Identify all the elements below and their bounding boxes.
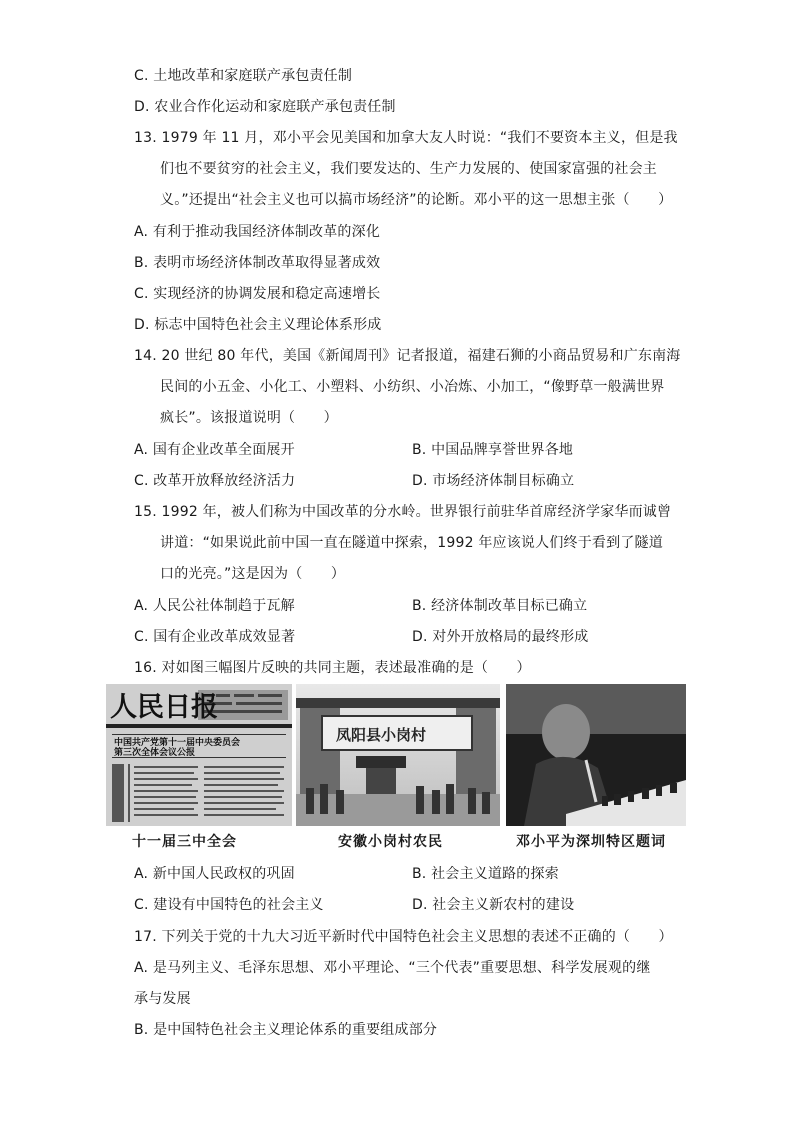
q14-stem-line2: 民间的小五金、小化工、小塑料、小纺织、小冶炼、小加工，“像野草一般满世界 <box>160 379 665 395</box>
q15-option-d: D. 对外开放格局的最终形成 <box>412 629 589 645</box>
q15-option-c: C. 国有企业改革成效显著 <box>134 629 296 645</box>
calligraphy-image <box>506 684 686 826</box>
q17-option-b: B. 是中国特色社会主义理论体系的重要组成部分 <box>134 1022 438 1038</box>
q16-option-b: B. 社会主义道路的探索 <box>412 866 559 882</box>
newspaper-headline-2: 第三次全体会议公报 <box>114 748 196 758</box>
newspaper-image <box>106 684 292 826</box>
q13-stem-line2: 们也不要贫穷的社会主义，我们要发达的、生产力发展的、使国家富强的社会主 <box>160 161 657 177</box>
q14-stem-line3: 疯长”。该报道说明（ ） <box>160 410 338 426</box>
newspaper-headline-1: 中国共产党第十一届中央委员会 <box>114 738 241 748</box>
q17-option-a-line2: 承与发展 <box>134 991 191 1007</box>
q16-stem: 16. 对如图三幅图片反映的共同主题，表述最准确的是（ ） <box>134 660 531 676</box>
caption-third-plenum: 十一届三中全会 <box>132 834 237 850</box>
newspaper-photo <box>106 684 292 826</box>
q17-stem: 17. 下列关于党的十九大习近平新时代中国特色社会主义思想的表述不正确的（ ） <box>134 929 673 945</box>
q12-option-c: C. 土地改革和家庭联产承包责任制 <box>134 68 353 84</box>
q16-option-d: D. 社会主义新农村的建设 <box>412 897 575 913</box>
q14-option-c: C. 改革开放释放经济活力 <box>134 473 296 489</box>
q12-option-d: D. 农业合作化运动和家庭联产承包责任制 <box>134 99 396 115</box>
q15-stem-line2: 讲道：“如果说此前中国一直在隧道中探索，1992 年应该说人们终于看到了隧道 <box>160 535 663 551</box>
q13-option-d: D. 标志中国特色社会主义理论体系形成 <box>134 317 382 333</box>
q14-option-b: B. 中国品牌享誉世界各地 <box>412 442 574 458</box>
q16-option-c: C. 建设有中国特色的社会主义 <box>134 897 324 913</box>
q14-option-a: A. 国有企业改革全面展开 <box>134 442 295 458</box>
q15-option-a: A. 人民公社体制趋于瓦解 <box>134 598 295 614</box>
newspaper-masthead: 人民日报 <box>110 692 218 723</box>
village-gate-image <box>296 684 500 826</box>
q15-stem-line3: 口的光亮。”这是因为（ ） <box>160 566 346 582</box>
q13-option-b: B. 表明市场经济体制改革取得显著成效 <box>134 255 381 271</box>
village-gate-photo <box>296 684 500 826</box>
q16-option-a: A. 新中国人民政权的巩固 <box>134 866 295 882</box>
q13-stem-line1: 13. 1979 年 11 月，邓小平会见美国和加拿大友人时说：“我们不要资本主义，但是我 <box>134 130 678 146</box>
calligraphy-photo <box>506 684 686 826</box>
caption-deng-inscription: 邓小平为深圳特区题词 <box>516 834 666 850</box>
q14-option-d: D. 市场经济体制目标确立 <box>412 473 575 489</box>
q17-option-a-line1: A. 是马列主义、毛泽东思想、邓小平理论、“三个代表”重要思想、科学发展观的继 <box>134 960 651 976</box>
q13-option-a: A. 有利于推动我国经济体制改革的深化 <box>134 224 381 240</box>
gate-sign-text: 凤阳县小岗村 <box>336 726 427 744</box>
caption-xiaogang-farmers: 安徽小岗村农民 <box>338 834 443 850</box>
q14-stem-line1: 14. 20 世纪 80 年代，美国《新闻周刊》记者报道，福建石狮的小商品贸易和广东南海 <box>134 348 681 364</box>
q15-option-b: B. 经济体制改革目标已确立 <box>412 598 588 614</box>
q13-stem-line3: 义。”还提出“社会主义也可以搞市场经济”的论断。邓小平的这一思想主张（ ） <box>160 192 673 208</box>
q15-stem-line1: 15. 1992 年，被人们称为中国改革的分水岭。世界银行前驻华首席经济学家华而诚曾 <box>134 504 672 520</box>
q13-option-c: C. 实现经济的协调发展和稳定高速增长 <box>134 286 381 302</box>
q16-photo-strip <box>106 684 686 830</box>
